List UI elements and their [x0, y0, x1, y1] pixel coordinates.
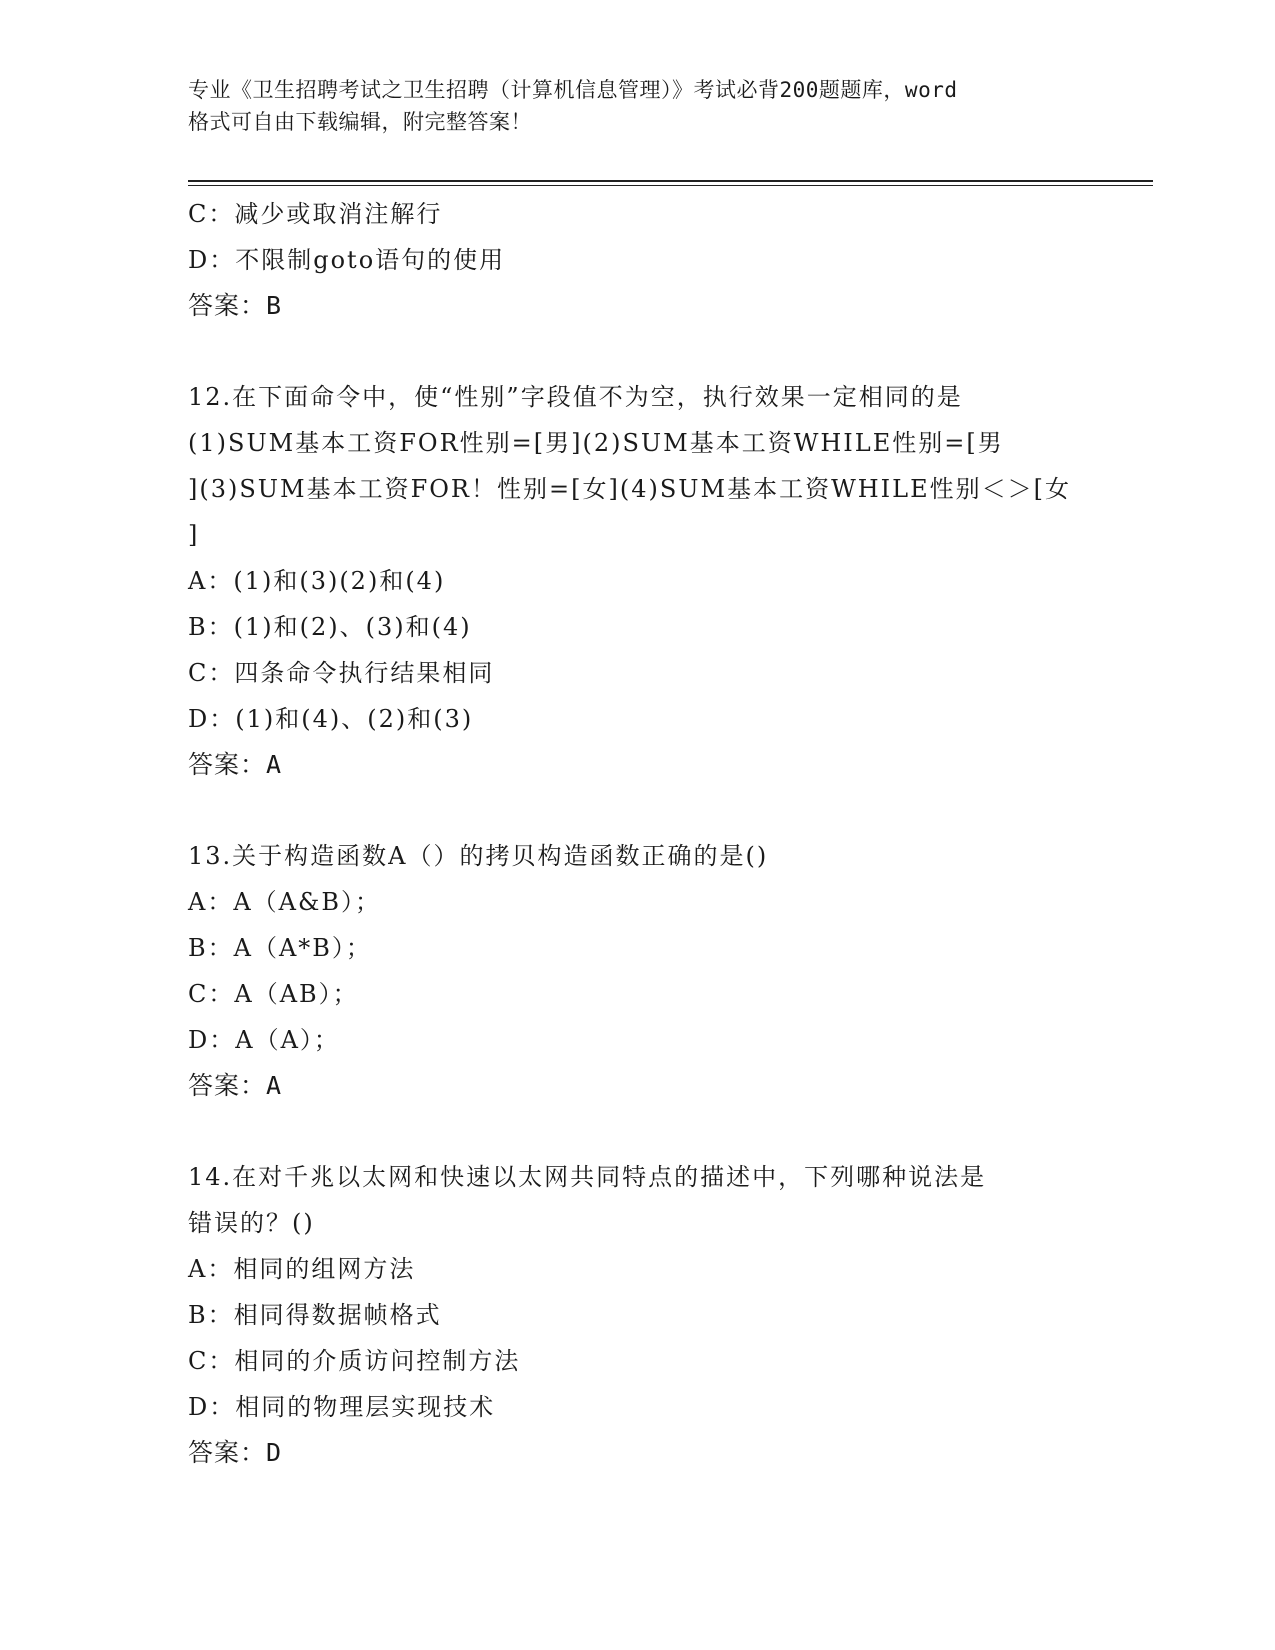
question-11-tail [188, 191, 1088, 329]
question-12 [188, 374, 1088, 788]
option-b: B：A（A*B）； [188, 934, 372, 962]
option-a: A：A（A&B）； [188, 888, 381, 916]
header-line-1: 专业《卫生招聘考试之卫生招聘（计算机信息管理）》考试必背200题题库，word [188, 78, 958, 102]
header-rule-thick [188, 180, 1153, 182]
option-d: D：A（A）； [188, 1026, 340, 1054]
question-14 [188, 1154, 1088, 1476]
spacer [188, 1109, 1088, 1154]
option-d: D：相同的物理层实现技术 [188, 1393, 496, 1421]
question-13 [188, 833, 1088, 1109]
option-b: B：(1)和(2)、(3)和(4) [188, 613, 472, 641]
answer-line: 答案：B [188, 291, 283, 320]
question-stem: 14.在对千兆以太网和快速以太网共同特点的描述中，下列哪种说法是 [188, 1163, 987, 1191]
answer-line: 答案：D [188, 1438, 283, 1467]
question-stem: ] [188, 521, 200, 549]
question-stem: (1)SUM基本工资FOR性别=[男](2)SUM基本工资WHILE性别=[男 [188, 429, 1004, 457]
question-stem: ](3)SUM基本工资FOR！性别=[女](4)SUM基本工资WHILE性别＜＞[女 [188, 475, 1071, 503]
option-a: A：(1)和(3)(2)和(4) [188, 567, 446, 595]
option-b: B：相同得数据帧格式 [188, 1301, 442, 1329]
answer-line: 答案：A [188, 750, 283, 779]
answer-line: 答案：A [188, 1071, 283, 1100]
option-c: C：减少或取消注解行 [188, 200, 443, 228]
question-stem: 12.在下面命令中，使“性别”字段值不为空，执行效果一定相同的是 [188, 383, 963, 411]
option-c: C：相同的介质访问控制方法 [188, 1347, 521, 1375]
question-stem: 错误的？() [188, 1209, 315, 1237]
option-d: D：不限制goto语句的使用 [188, 246, 506, 274]
question-stem: 13.关于构造函数A（）的拷贝构造函数正确的是() [188, 842, 769, 870]
option-c: C：A（AB）； [188, 980, 359, 1008]
spacer [188, 788, 1088, 833]
header-line-2: 格式可自由下载编辑，附完整答案！ [188, 110, 532, 134]
document-header [188, 74, 1098, 138]
option-a: A：相同的组网方法 [188, 1255, 416, 1283]
header-rule-thin [188, 185, 1153, 186]
spacer [188, 329, 1088, 374]
option-d: D：(1)和(4)、(2)和(3) [188, 705, 474, 733]
option-c: C：四条命令执行结果相同 [188, 659, 495, 687]
question-list [188, 191, 1088, 1476]
